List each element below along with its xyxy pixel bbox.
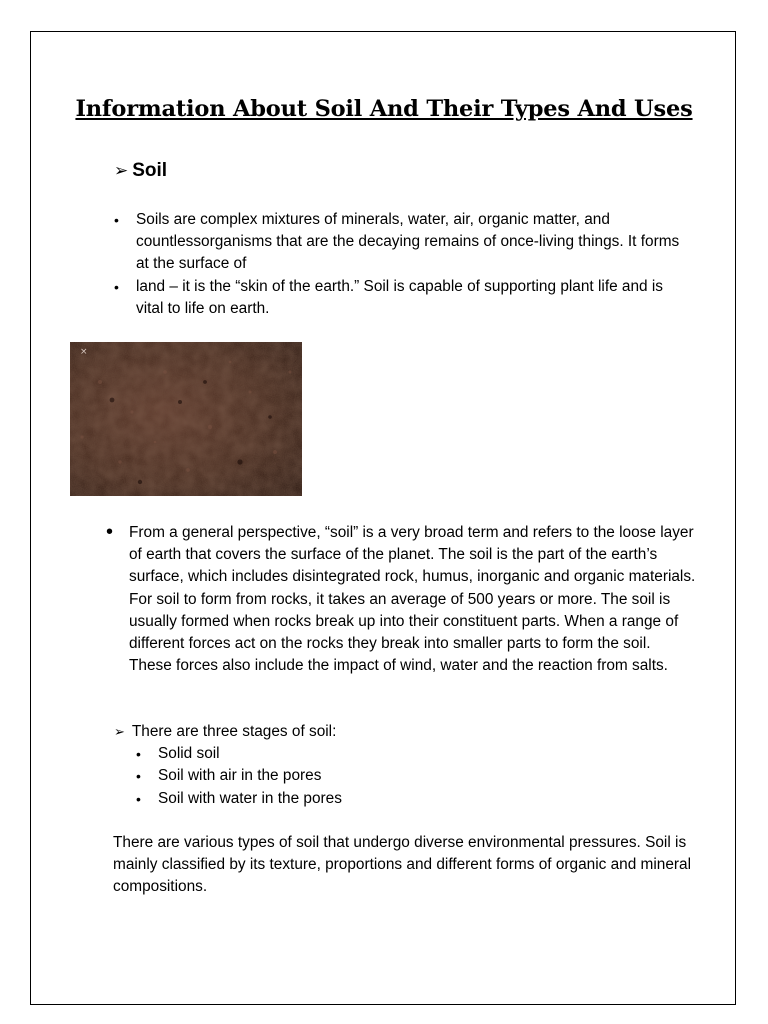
list-item bbox=[114, 743, 694, 765]
section-heading-label: Soil bbox=[132, 160, 168, 181]
stages-intro bbox=[114, 721, 694, 743]
list-item bbox=[114, 788, 694, 810]
list-item-text: Soil with air in the pores bbox=[158, 767, 322, 785]
svg-text:×: × bbox=[80, 347, 88, 357]
section-heading bbox=[114, 160, 167, 182]
list-item-text: Soil with water in the pores bbox=[158, 789, 342, 807]
bullet-icon: • bbox=[114, 212, 119, 228]
bullet-icon: • bbox=[136, 768, 141, 785]
stages-section bbox=[114, 721, 694, 810]
list-item-text: Solid soil bbox=[158, 745, 220, 763]
bullet-icon: • bbox=[114, 278, 119, 295]
soil-photo bbox=[70, 342, 302, 496]
list-item bbox=[114, 276, 694, 320]
list-item bbox=[114, 209, 694, 276]
general-paragraph-text: From a general perspective, “soil” is a very broad term and refers to the loose layer of earth that covers the surface of the planet. The soil is the part of the earth’s surface, which includes disintegrated rock, humus, inorganic and organic materials. For soil to form from rocks, it takes an average of 500 years or more. The soil is usually formed when rocks break up into their constituent parts. When a range of different forces act on the rocks they break into smaller parts to form the soil. These forces also include the impact of wind, water and the reaction from salts. bbox=[129, 524, 696, 675]
bullet-icon: • bbox=[106, 521, 114, 543]
closing-paragraph: There are various types of soil that undergo diverse environmental pressures. Soil is mainly classified by its texture, proportions and different forms of organic and mineral compositions. bbox=[113, 834, 691, 896]
document-title: Information About Soil And Their Types And Uses bbox=[75, 96, 693, 122]
bullet-icon: • bbox=[136, 790, 141, 807]
stages-list bbox=[114, 743, 694, 810]
list-item-text: Soils are complex mixtures of minerals, water, air, organic matter, and countlessorganisms that are the decaying remains of once-living things. It forms at the surface of bbox=[136, 211, 680, 273]
bullet-icon: • bbox=[136, 746, 141, 763]
general-paragraph bbox=[106, 522, 696, 677]
arrow-bullet-icon: ➢ bbox=[114, 161, 129, 180]
list-item-text: land – it is the “skin of the earth.” Soil is capable of supporting plant life and is vital to life on earth. bbox=[136, 277, 664, 317]
stages-intro-text: There are three stages of soil: bbox=[131, 723, 337, 740]
arrow-bullet-icon: ➢ bbox=[114, 724, 125, 739]
intro-bullet-list bbox=[114, 209, 694, 320]
list-item bbox=[114, 765, 694, 787]
